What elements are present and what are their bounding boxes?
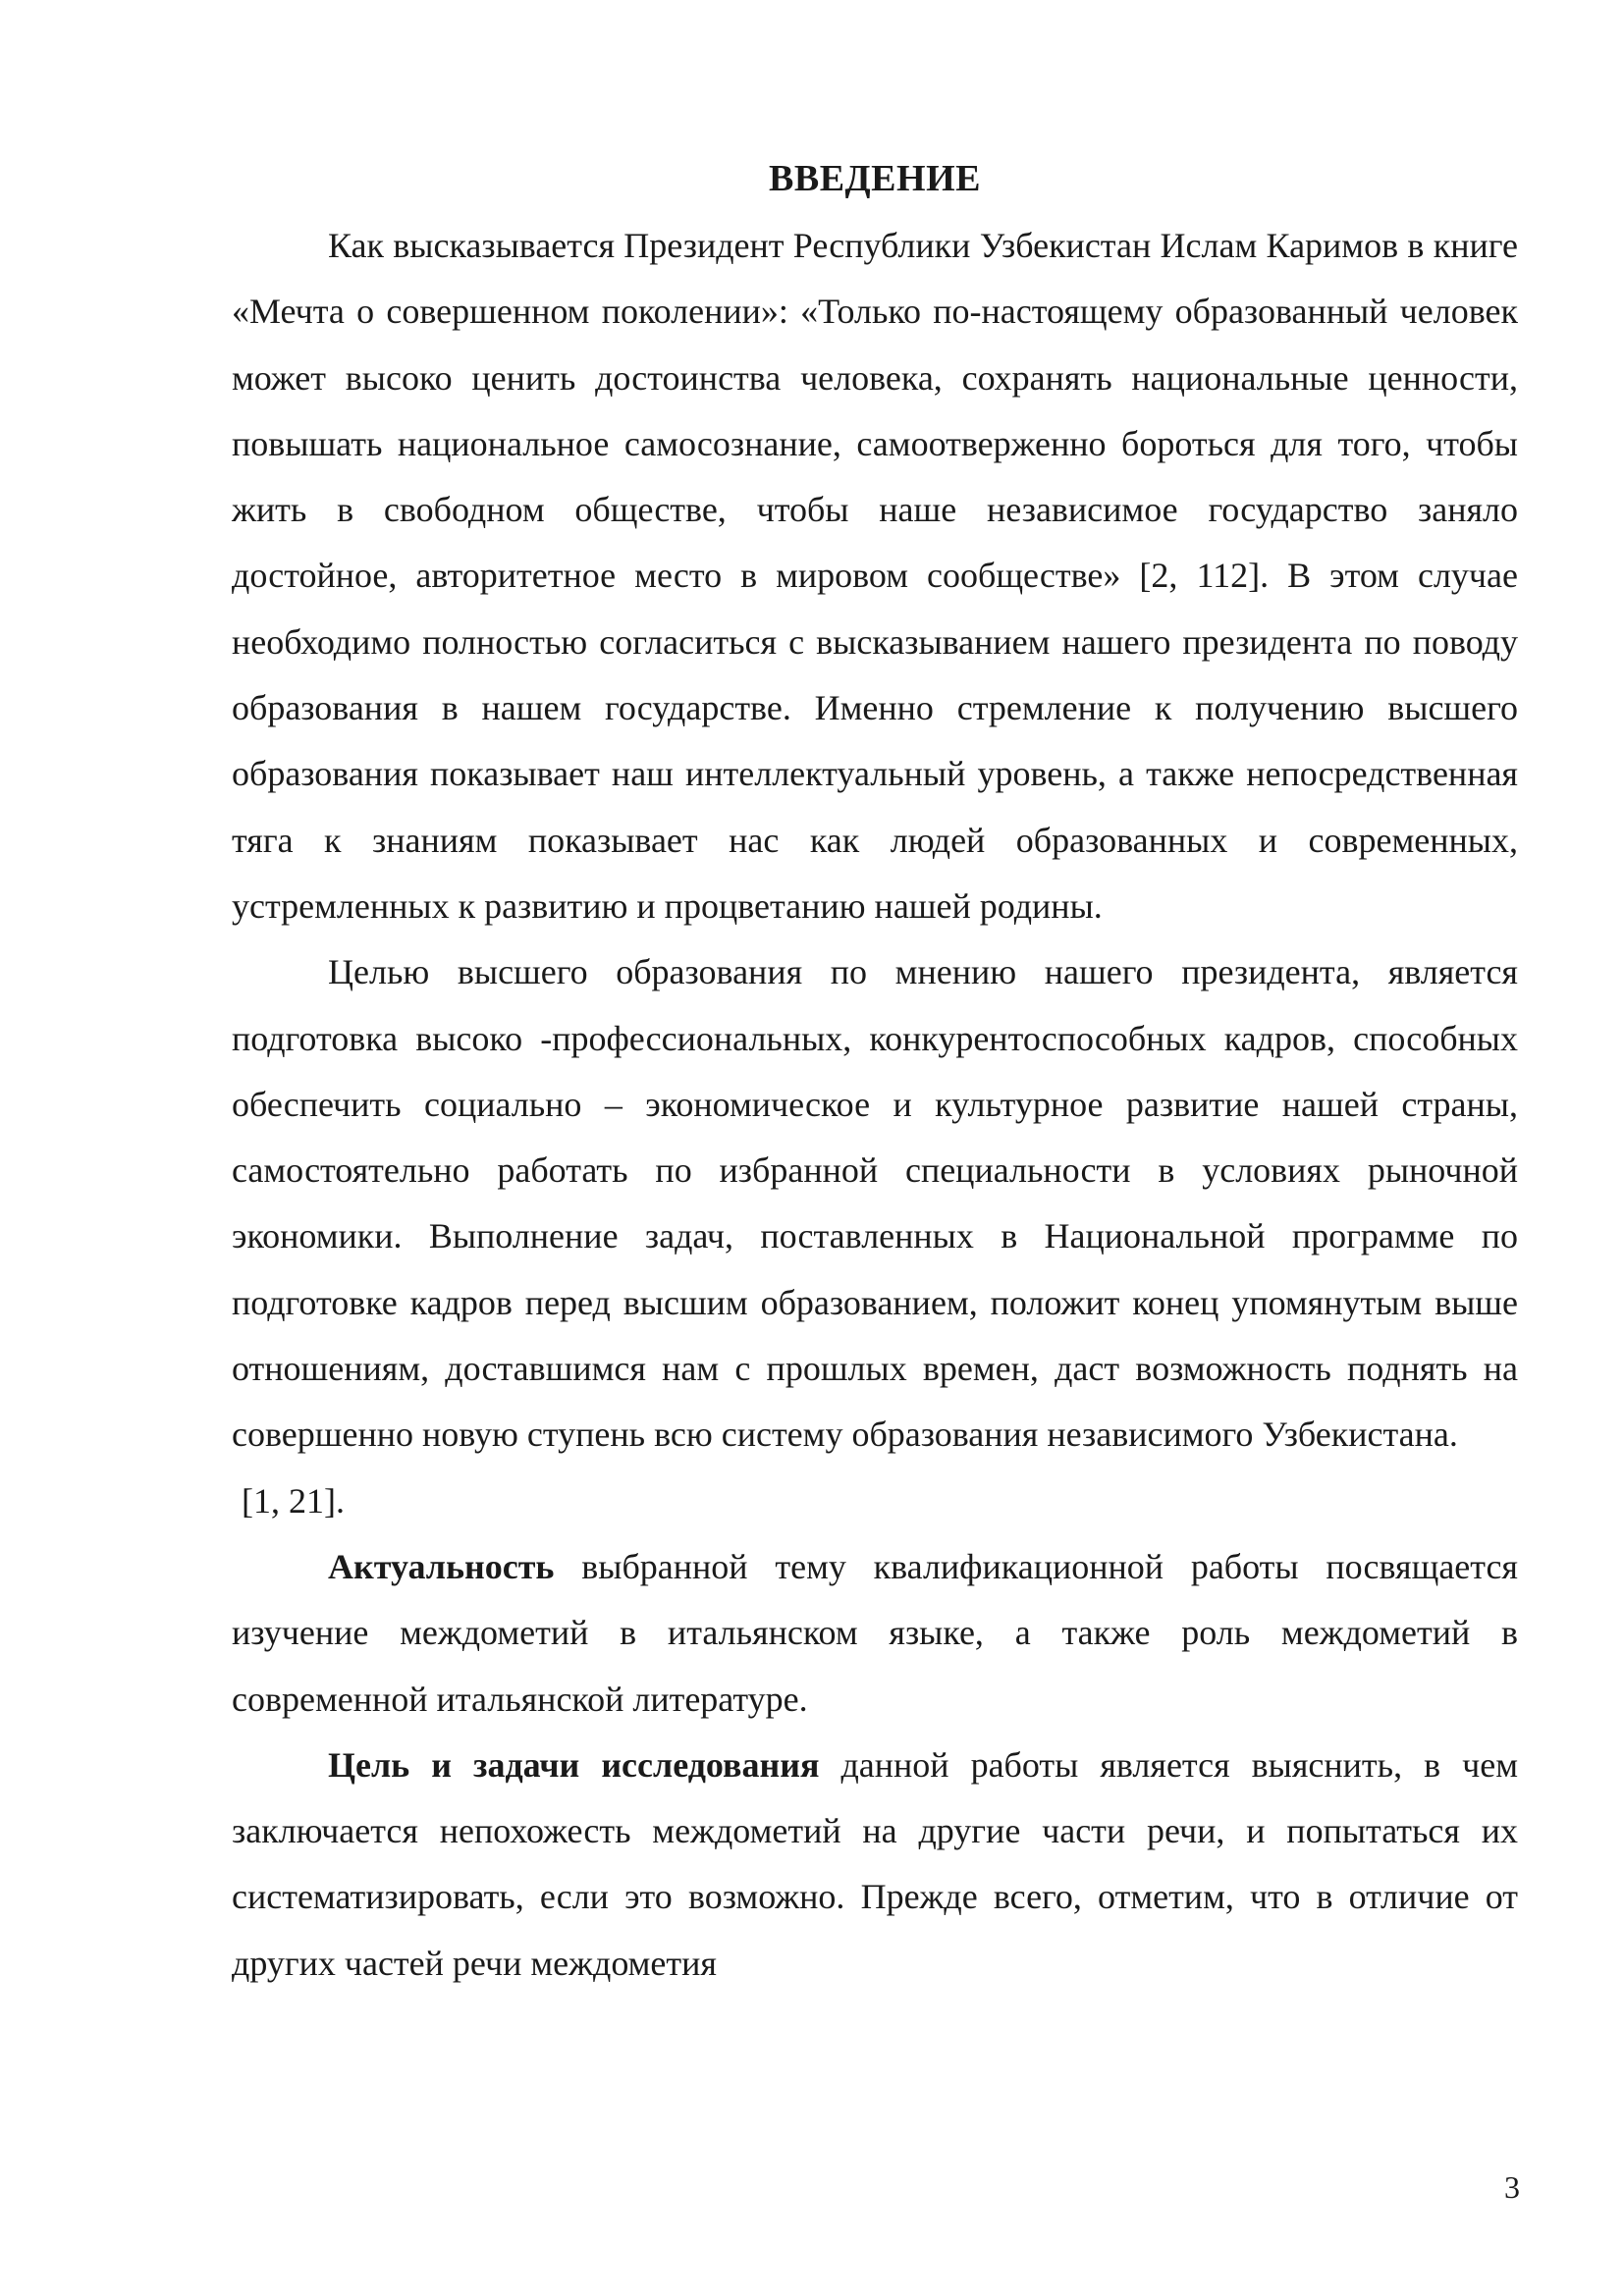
citation-text: [1, 21]. bbox=[242, 1480, 345, 1521]
page-number: 3 bbox=[1504, 2169, 1520, 2205]
relevance-label: Актуальность bbox=[328, 1546, 555, 1586]
paragraph-intro-quote bbox=[232, 213, 1518, 939]
paragraph-text: данной работы является выяснить, в чем заключается непохожесть междометий на другие части речи, и попытаться их систематизировать, если это возможно. Прежде всего, отметим, что в отличие от других частей речи междометия bbox=[232, 1744, 1518, 1983]
citation-reference bbox=[232, 1468, 1518, 1534]
paragraph-goal-of-education bbox=[232, 939, 1518, 1468]
body-text bbox=[232, 213, 1518, 1997]
paragraph-text: Целью высшего образования по мнению нашего президента, является подготовка высоко -профессиональных, конкурентоспособных кадров, способных обеспечить социально – экономическое и культурное развитие нашей страны, самостоятельно работать по избранной специальности в условиях рыночной экономики. Выполнение задач, поставленных в Национальной программе по подготовке кадров перед высшим образованием, положит конец упомянутым выше отношениям, доставшимся нам с прошлых времен, даст возможность поднять на совершенно новую ступень всю систему образования независимого Узбекистана. bbox=[232, 952, 1518, 1455]
paragraph-research-goals bbox=[232, 1733, 1518, 1997]
page-title: ВВЕДЕНИЕ bbox=[769, 158, 981, 199]
paragraph-text: выбранной тему квалификационной работы посвящается изучение междометий в итальянском языке, а также роль междометий в современной итальянской литературе. bbox=[232, 1546, 1518, 1719]
paragraph-text: Как высказывается Президент Республики Узбекистан Ислам Каримов в книге «Мечта о совершенном поколении»: «Только по-настоящему образованный человек может высоко ценить достоинства человека, сохранять национальные ценности, повышать национальное самосознание, самоотверженно бороться для того, чтобы жить в свободном обществе, чтобы наше независимое государство заняло достойное, авторитетное место в мировом сообществе» [2, 112]. В этом случае необходимо полностью согласиться с высказыванием нашего президента по поводу образования в нашем государстве. Именно стремление к получению высшего образования показывает наш интеллектуальный уровень, а также непосредственная тяга к знаниям показывает нас как людей образованных и современных, устремленных к развитию и процветанию нашей родины. bbox=[232, 226, 1518, 926]
research-goals-label: Цель и задачи исследования bbox=[328, 1744, 820, 1785]
paragraph-relevance bbox=[232, 1534, 1518, 1733]
